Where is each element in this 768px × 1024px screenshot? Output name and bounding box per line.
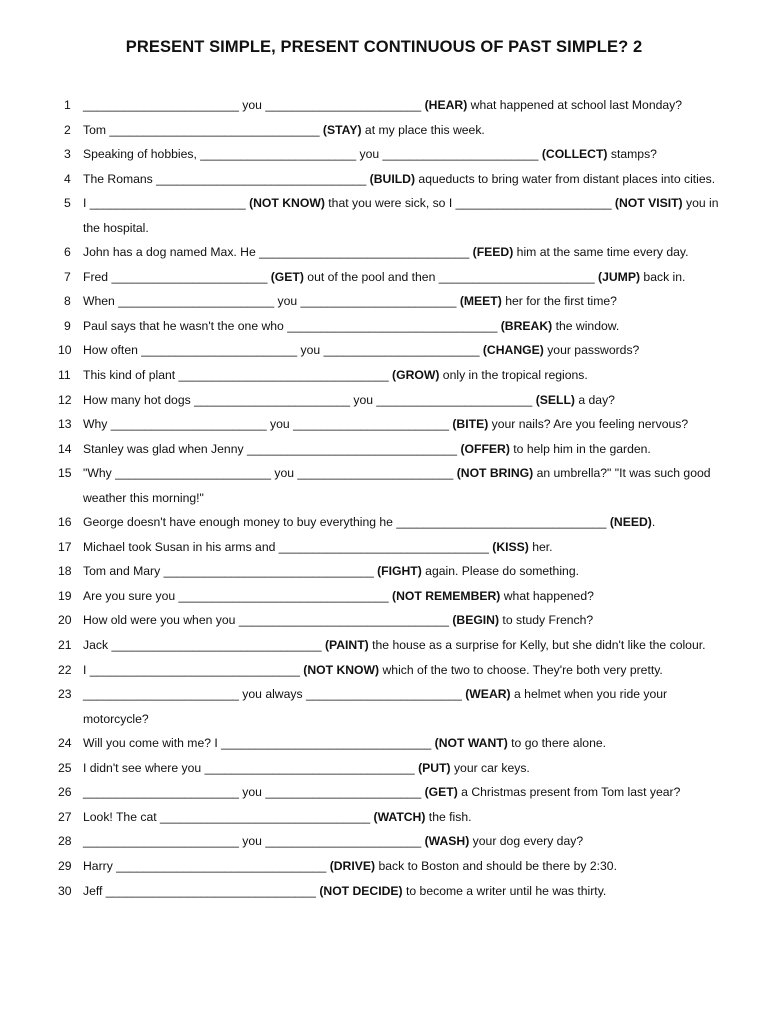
sentence-fragment: Are you sure you _______________________________ xyxy=(83,588,393,603)
exercise-number: 28 xyxy=(58,834,72,849)
exercise-number: 26 xyxy=(58,785,72,800)
sentence-fragment: How often _______________________ you _______________________ xyxy=(83,343,483,358)
sentence-fragment: Tom _______________________________ xyxy=(83,122,323,137)
exercise-item xyxy=(58,338,730,363)
exercise-sentence xyxy=(83,540,553,554)
sentence-fragment: Stanley was glad when Jenny _______________________________ xyxy=(83,441,461,456)
sentence-fragment: _______________________ you always _______________________ xyxy=(83,687,466,702)
sentence-fragment: her. xyxy=(528,539,553,554)
sentence-fragment: a day? xyxy=(574,392,615,407)
exercise-list xyxy=(58,93,730,903)
exercise-sentence xyxy=(83,834,583,848)
exercise-item xyxy=(58,608,730,633)
exercise-item xyxy=(58,363,730,388)
verb-prompt: (WEAR) xyxy=(465,687,511,702)
exercise-item xyxy=(58,731,730,756)
exercise-item xyxy=(58,461,730,510)
exercise-sentence xyxy=(83,319,619,333)
sentence-fragment: back to Boston and should be there by 2:30. xyxy=(375,858,617,873)
sentence-fragment: what happened at school last Monday? xyxy=(467,98,683,112)
sentence-fragment: Harry _______________________________ xyxy=(83,858,330,873)
verb-prompt: (OFFER) xyxy=(460,441,510,456)
exercise-number: 29 xyxy=(58,858,72,873)
exercise-item xyxy=(58,265,730,290)
sentence-fragment: Will you come with me? I _______________________________ xyxy=(83,736,435,751)
verb-prompt: (MEET) xyxy=(459,294,502,309)
exercise-number: 17 xyxy=(58,539,72,554)
verb-prompt: (GET) xyxy=(424,785,458,800)
verb-prompt: (DRIVE) xyxy=(329,858,376,873)
exercise-sentence xyxy=(83,466,711,505)
sentence-fragment: Michael took Susan in his arms and _______________________________ xyxy=(83,539,493,554)
exercise-item xyxy=(58,682,730,731)
exercise-number: 18 xyxy=(58,564,72,579)
exercise-number: 14 xyxy=(58,441,72,456)
verb-prompt: (CHANGE) xyxy=(482,343,544,358)
exercise-sentence xyxy=(83,785,680,799)
sentence-fragment: Tom and Mary _______________________________ xyxy=(83,564,378,579)
exercise-item xyxy=(58,805,730,830)
sentence-fragment: an umbrella?" "It was such good weather this morning!" xyxy=(83,466,711,505)
verb-prompt: (NOT VISIT) xyxy=(614,196,683,211)
sentence-fragment: _______________________ you _______________________ xyxy=(83,785,425,800)
exercise-item xyxy=(58,388,730,413)
exercise-item xyxy=(58,879,730,904)
sentence-fragment: what happened? xyxy=(500,588,594,603)
exercise-item xyxy=(58,412,730,437)
verb-prompt: (PAINT) xyxy=(324,638,369,653)
exercise-sentence xyxy=(83,884,606,898)
exercise-item xyxy=(58,93,730,118)
exercise-sentence xyxy=(83,638,706,652)
exercise-item xyxy=(58,633,730,658)
exercise-sentence xyxy=(83,270,685,284)
sentence-fragment: _______________________ you _______________________ xyxy=(83,834,425,849)
exercise-sentence xyxy=(83,687,667,726)
sentence-fragment: your dog every day? xyxy=(469,834,584,849)
sentence-fragment: Why _______________________ you _______________________ xyxy=(83,417,453,432)
sentence-fragment: . xyxy=(651,515,656,530)
sentence-fragment: Jeff _______________________________ xyxy=(83,883,320,898)
sentence-fragment: Paul says that he wasn't the one who _______________________________ xyxy=(83,318,501,333)
sentence-fragment: again. Please do something. xyxy=(421,564,579,579)
exercise-sentence xyxy=(83,196,719,235)
exercise-sentence xyxy=(83,98,682,112)
verb-prompt: (PUT) xyxy=(418,760,451,775)
exercise-sentence xyxy=(83,810,472,824)
sentence-fragment: I _______________________ xyxy=(83,196,250,211)
sentence-fragment: "Why _______________________ you _______________________ xyxy=(83,466,457,481)
exercise-number: 11 xyxy=(58,368,71,383)
exercise-number: 1 xyxy=(64,98,71,112)
sentence-fragment: back in. xyxy=(640,269,686,284)
exercise-sentence xyxy=(83,343,639,357)
exercise-number: 8 xyxy=(64,294,71,309)
exercise-sentence xyxy=(83,393,615,407)
exercise-sentence xyxy=(83,442,651,456)
verb-prompt: (BEGIN) xyxy=(452,613,500,628)
sentence-fragment: How many hot dogs _______________________ you _______________________ xyxy=(83,392,536,407)
sentence-fragment: your car keys. xyxy=(450,760,530,775)
exercise-number: 15 xyxy=(58,466,72,481)
exercise-number: 12 xyxy=(58,392,72,407)
verb-prompt: (WASH) xyxy=(424,834,470,849)
exercise-item xyxy=(58,167,730,192)
verb-prompt: (BITE) xyxy=(452,417,489,432)
exercise-sentence xyxy=(83,736,606,750)
sentence-fragment: I _______________________________ xyxy=(83,662,304,677)
verb-prompt: (COLLECT) xyxy=(541,147,608,162)
verb-prompt: (KISS) xyxy=(492,539,529,554)
exercise-number: 20 xyxy=(58,613,72,628)
exercise-item xyxy=(58,559,730,584)
exercise-sentence xyxy=(83,613,593,627)
sentence-fragment: the house as a surprise for Kelly, but she didn't like the colour. xyxy=(368,638,706,653)
sentence-fragment: her for the first time? xyxy=(501,294,617,309)
sentence-fragment: that you were sick, so I _______________________ xyxy=(324,196,615,211)
exercise-number: 22 xyxy=(58,662,72,677)
sentence-fragment: your nails? Are you feeling nervous? xyxy=(488,417,689,432)
sentence-fragment: the fish. xyxy=(425,809,472,824)
exercise-item xyxy=(58,510,730,535)
sentence-fragment: Look! The cat _______________________________ xyxy=(83,809,374,824)
exercise-number: 27 xyxy=(58,809,72,824)
verb-prompt: (NOT KNOW) xyxy=(303,662,380,677)
exercise-number: 9 xyxy=(64,318,71,333)
sentence-fragment: to go there alone. xyxy=(507,736,607,751)
exercise-number: 6 xyxy=(64,245,71,260)
verb-prompt: (BREAK) xyxy=(500,318,553,333)
exercise-number: 2 xyxy=(64,122,71,137)
sentence-fragment: This kind of plant _______________________________ xyxy=(83,368,393,383)
exercise-item xyxy=(58,854,730,879)
exercise-number: 4 xyxy=(64,171,71,186)
exercise-item xyxy=(58,535,730,560)
exercise-item xyxy=(58,191,730,240)
exercise-item xyxy=(58,756,730,781)
sentence-fragment: to study French? xyxy=(499,613,594,628)
exercise-sentence xyxy=(83,417,688,431)
sentence-fragment: at my place this week. xyxy=(361,122,485,137)
verb-prompt: (HEAR) xyxy=(424,98,468,112)
verb-prompt: (NEED) xyxy=(609,515,652,530)
sentence-fragment: only in the tropical regions. xyxy=(439,368,588,383)
exercise-number: 21 xyxy=(58,638,72,653)
exercise-number: 7 xyxy=(64,269,71,284)
exercise-number: 3 xyxy=(64,147,71,162)
exercise-item xyxy=(58,658,730,683)
exercise-number: 24 xyxy=(58,736,72,751)
exercise-item xyxy=(58,780,730,805)
verb-prompt: (NOT WANT) xyxy=(434,736,508,751)
verb-prompt: (NOT DECIDE) xyxy=(319,883,403,898)
worksheet-title: PRESENT SIMPLE, PRESENT CONTINUOUS OF PAST SIMPLE? 2 xyxy=(125,38,643,56)
exercise-number: 16 xyxy=(58,515,72,530)
exercise-item xyxy=(58,118,730,143)
exercise-number: 10 xyxy=(58,343,72,358)
sentence-fragment: Fred _______________________ xyxy=(83,269,271,284)
exercise-number: 5 xyxy=(64,196,71,211)
verb-prompt: (GET) xyxy=(270,269,304,284)
verb-prompt: (GROW) xyxy=(392,368,440,383)
sentence-fragment: your passwords? xyxy=(543,343,640,358)
sentence-fragment: out of the pool and then _______________________ xyxy=(303,269,599,284)
sentence-fragment: a helmet when you ride your motorcycle? xyxy=(83,687,668,726)
exercise-item xyxy=(58,240,730,265)
exercise-item xyxy=(58,829,730,854)
verb-prompt: (NOT KNOW) xyxy=(249,196,325,211)
sentence-fragment: _______________________ you _______________________ xyxy=(83,98,425,112)
exercise-item xyxy=(58,289,730,314)
verb-prompt: (JUMP) xyxy=(598,269,641,284)
sentence-fragment: the window. xyxy=(552,318,620,333)
sentence-fragment: Jack _______________________________ xyxy=(83,638,325,653)
sentence-fragment: which of the two to choose. They're both very pretty. xyxy=(379,662,663,677)
verb-prompt: (STAY) xyxy=(322,122,362,137)
exercise-sentence xyxy=(83,368,588,382)
sentence-fragment: aqueducts to bring water from distant places into cities. xyxy=(415,171,716,186)
exercise-sentence xyxy=(83,172,715,186)
exercise-sentence xyxy=(83,761,530,775)
exercise-number: 23 xyxy=(58,687,72,702)
sentence-fragment: you in the hospital. xyxy=(83,196,719,235)
verb-prompt: (SELL) xyxy=(535,392,575,407)
sentence-fragment: When _______________________ you _______________________ xyxy=(83,294,460,309)
exercise-sentence xyxy=(83,663,663,677)
verb-prompt: (FEED) xyxy=(472,245,514,260)
exercise-number: 30 xyxy=(58,883,72,898)
exercise-sentence xyxy=(83,123,485,137)
exercise-item xyxy=(58,437,730,462)
exercise-sentence xyxy=(83,147,657,161)
exercise-item xyxy=(58,584,730,609)
exercise-number: 25 xyxy=(58,760,72,775)
exercise-sentence xyxy=(83,589,594,603)
sentence-fragment: George doesn't have enough money to buy everything he _______________________________ xyxy=(83,515,610,530)
sentence-fragment: The Romans _______________________________ xyxy=(83,171,370,186)
sentence-fragment: How old were you when you _______________________________ xyxy=(83,613,453,628)
verb-prompt: (WATCH) xyxy=(373,809,426,824)
sentence-fragment: Speaking of hobbies, _______________________ you _______________________ xyxy=(83,147,542,162)
sentence-fragment: a Christmas present from Tom last year? xyxy=(457,785,681,800)
exercise-item xyxy=(58,314,730,339)
verb-prompt: (NOT REMEMBER) xyxy=(392,588,501,603)
exercise-sentence xyxy=(83,859,617,873)
verb-prompt: (NOT BRING) xyxy=(456,466,534,481)
exercise-sentence xyxy=(83,294,617,308)
verb-prompt: (BUILD) xyxy=(369,171,416,186)
exercise-sentence xyxy=(83,515,655,529)
exercise-item xyxy=(58,142,730,167)
sentence-fragment: to help him in the garden. xyxy=(509,441,651,456)
sentence-fragment: John has a dog named Max. He _______________________________ xyxy=(83,245,473,260)
sentence-fragment: I didn't see where you _______________________________ xyxy=(83,760,419,775)
exercise-sentence xyxy=(83,245,689,259)
exercise-number: 19 xyxy=(58,588,72,603)
exercise-number: 13 xyxy=(58,417,72,432)
sentence-fragment: to become a writer until he was thirty. xyxy=(402,883,607,898)
verb-prompt: (FIGHT) xyxy=(377,564,422,579)
sentence-fragment: stamps? xyxy=(607,147,657,162)
exercise-sentence xyxy=(83,564,579,578)
sentence-fragment: him at the same time every day. xyxy=(513,245,689,260)
